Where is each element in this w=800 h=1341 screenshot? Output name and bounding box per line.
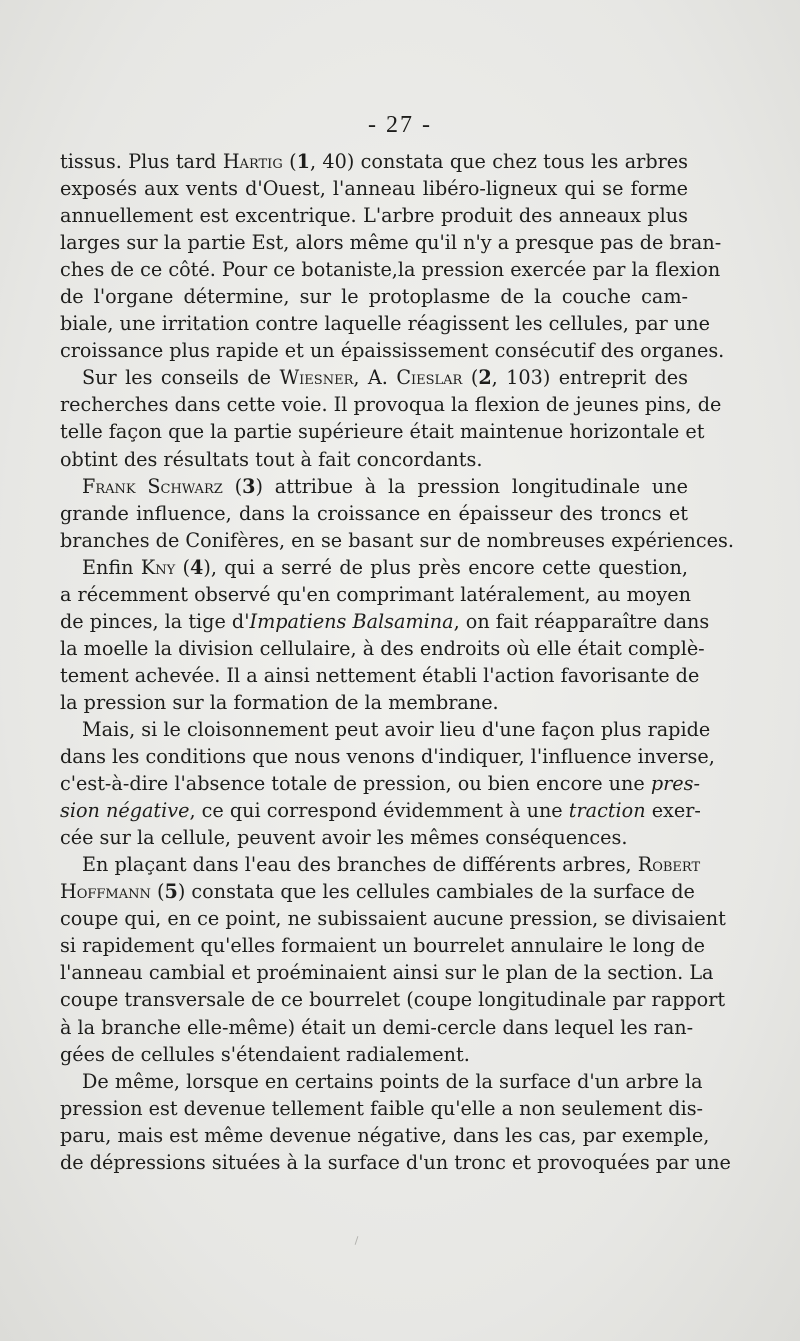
text-line (60, 364, 688, 391)
text-segment: Sur les conseils de (82, 366, 280, 390)
text-line (60, 283, 688, 310)
text-line (60, 229, 722, 256)
text-segment: Robert (637, 853, 701, 877)
text-segment: 3 (242, 474, 256, 498)
text-line (60, 689, 688, 716)
text-line (60, 851, 701, 878)
text-segment: Impatiens Balsamina (249, 609, 454, 633)
text-line (60, 554, 688, 581)
text-line (60, 716, 711, 743)
text-line (60, 608, 710, 635)
text-segment: 4 (189, 555, 204, 579)
text-line (60, 581, 691, 608)
text-line (60, 148, 688, 175)
text-line (60, 932, 705, 959)
text-segment: 5 (164, 880, 178, 904)
text-segment: de dépressions situées à la surface d'un tronc et provoquées par une (60, 1150, 731, 1174)
text-segment: , on fait réapparaître dans (453, 609, 710, 633)
text-segment: si rapidement qu'elles formaient un bourrelet annulaire le long de (60, 934, 705, 958)
text-line (60, 824, 688, 851)
text-line (60, 635, 705, 662)
text-segment: Frank Schwarz (82, 474, 223, 498)
text-line (60, 175, 688, 202)
text-segment: , ce qui correspond évidemment à une (189, 799, 569, 823)
text-segment: recherches dans cette voie. Il provoqua la flexion de jeunes pins, de (60, 393, 722, 417)
text-segment: ), qui a serré de plus près encore cette question, (203, 555, 688, 579)
text-segment: exposés aux vents d'Ouest, l'anneau libéro-ligneux qui se forme (60, 177, 688, 201)
text-segment: a récemment observé qu'en comprimant latéralement, au moyen (60, 582, 691, 606)
text-segment: pression est devenue tellement faible qu'elle a non seulement dis- (60, 1096, 704, 1120)
text-segment: ( (175, 555, 190, 579)
text-segment: paru, mais est même devenue négative, dans les cas, par exemple, (60, 1123, 710, 1147)
text-line (60, 202, 688, 229)
text-line (60, 446, 688, 473)
text-segment: branches de Conifères, en se basant sur de nombreuses expériences. (60, 528, 734, 552)
page-number: - 27 - (368, 112, 432, 138)
text-line (60, 1014, 694, 1041)
text-line (60, 1149, 731, 1176)
text-segment: ( (462, 366, 479, 390)
text-segment: En plaçant dans l'eau des branches de différents arbres, (82, 853, 638, 877)
text-segment: Hoffmann (60, 880, 151, 904)
text-segment: De même, lorsque en certains points de la surface d'un arbre la (82, 1069, 703, 1093)
text-segment: ( (150, 880, 165, 904)
text-line (60, 662, 700, 689)
text-segment: Kny (140, 555, 176, 579)
text-segment: tissus. Plus tard (60, 150, 223, 173)
text-segment: annuellement est excentrique. L'arbre produit des anneaux plus (60, 204, 688, 228)
text-segment: larges sur la partie Est, alors même qu'il n'y a presque pas de bran- (60, 231, 722, 255)
text-line (60, 878, 695, 905)
text-segment: Hartig (222, 150, 283, 173)
text-line (60, 905, 726, 932)
text-segment: croissance plus rapide et un épaississement consécutif des organes. (60, 339, 725, 363)
text-line (60, 391, 722, 418)
text-segment: tement achevée. Il a ainsi nettement établi l'action favorisante de (60, 663, 700, 687)
text-segment: biale, une irritation contre laquelle réagissent les cellules, par une (60, 312, 711, 336)
text-segment: Enfin (82, 555, 141, 579)
text-segment: grande influence, dans la croissance en épaisseur des troncs et (60, 501, 688, 525)
text-segment: Cieslar (396, 366, 463, 390)
text-segment: obtint des résultats tout à fait concordants. (60, 447, 483, 471)
text-segment: de l'organe détermine, sur le protoplasme de la couche cam- (60, 285, 688, 309)
text-line (60, 418, 705, 445)
text-segment: , 103) entreprit des (491, 366, 688, 390)
text-line (60, 986, 726, 1013)
text-segment: Mais, si le cloisonnement peut avoir lieu d'une façon plus rapide (82, 717, 711, 741)
text-line (60, 1095, 704, 1122)
text-segment: telle façon que la partie supérieure était maintenue horizontale et (60, 420, 705, 444)
text-segment: c'est-à-dire l'absence totale de pression, ou bien encore une (60, 772, 651, 796)
text-line (60, 959, 714, 986)
text-line (60, 337, 725, 364)
text-segment: coupe transversale de ce bourrelet (coupe longitudinale par rapport (60, 988, 726, 1012)
text-segment: , A. (353, 366, 397, 390)
text-line (60, 256, 721, 283)
text-segment: coupe qui, en ce point, ne subissaient aucune pression, se divisaient (60, 907, 726, 931)
text-segment: Wiesner (279, 366, 354, 390)
text-segment: sion négative (60, 799, 190, 823)
text-segment: l'anneau cambial et proéminaient ainsi sur le plan de la section. La (60, 961, 714, 985)
text-line (60, 527, 734, 554)
text-segment: ( (282, 150, 297, 173)
text-segment: gées de cellules s'étendaient radialement. (60, 1042, 470, 1066)
text-line (60, 500, 688, 527)
text-line (60, 770, 700, 797)
text-segment: 1 (296, 150, 310, 173)
body-text (60, 148, 734, 1176)
text-line (60, 1068, 703, 1095)
text-segment: dans les conditions que nous venons d'indiquer, l'influence inverse, (60, 745, 715, 769)
text-segment: pres- (650, 772, 700, 796)
text-segment: à la branche elle-même) était un demi-cercle dans lequel les ran- (60, 1015, 694, 1039)
text-segment: 2 (478, 366, 492, 390)
text-segment: ( (222, 474, 243, 498)
text-segment: , 40) constata que chez tous les arbres (309, 150, 688, 173)
text-line (60, 473, 688, 500)
text-segment: traction (568, 799, 646, 823)
text-segment: la pression sur la formation de la membrane. (60, 690, 499, 714)
text-segment: la moelle la division cellulaire, à des endroits où elle était complè- (60, 636, 705, 660)
text-segment: exer- (645, 799, 701, 823)
text-line (60, 743, 715, 770)
text-line (60, 797, 701, 824)
text-segment: ches de ce côté. Pour ce botaniste,la pression exercée par la flexion (60, 258, 721, 282)
text-segment: ) attribue à la pression longitudinale une (255, 474, 688, 498)
text-line (60, 1122, 710, 1149)
text-segment: de pinces, la tige d' (60, 609, 250, 633)
text-segment: ) constata que les cellules cambiales de la surface de (177, 880, 695, 904)
text-line (60, 310, 711, 337)
text-segment: cée sur la cellule, peuvent avoir les mêmes conséquences. (60, 826, 628, 850)
margin-mark (355, 1236, 359, 1245)
text-line (60, 1041, 688, 1068)
